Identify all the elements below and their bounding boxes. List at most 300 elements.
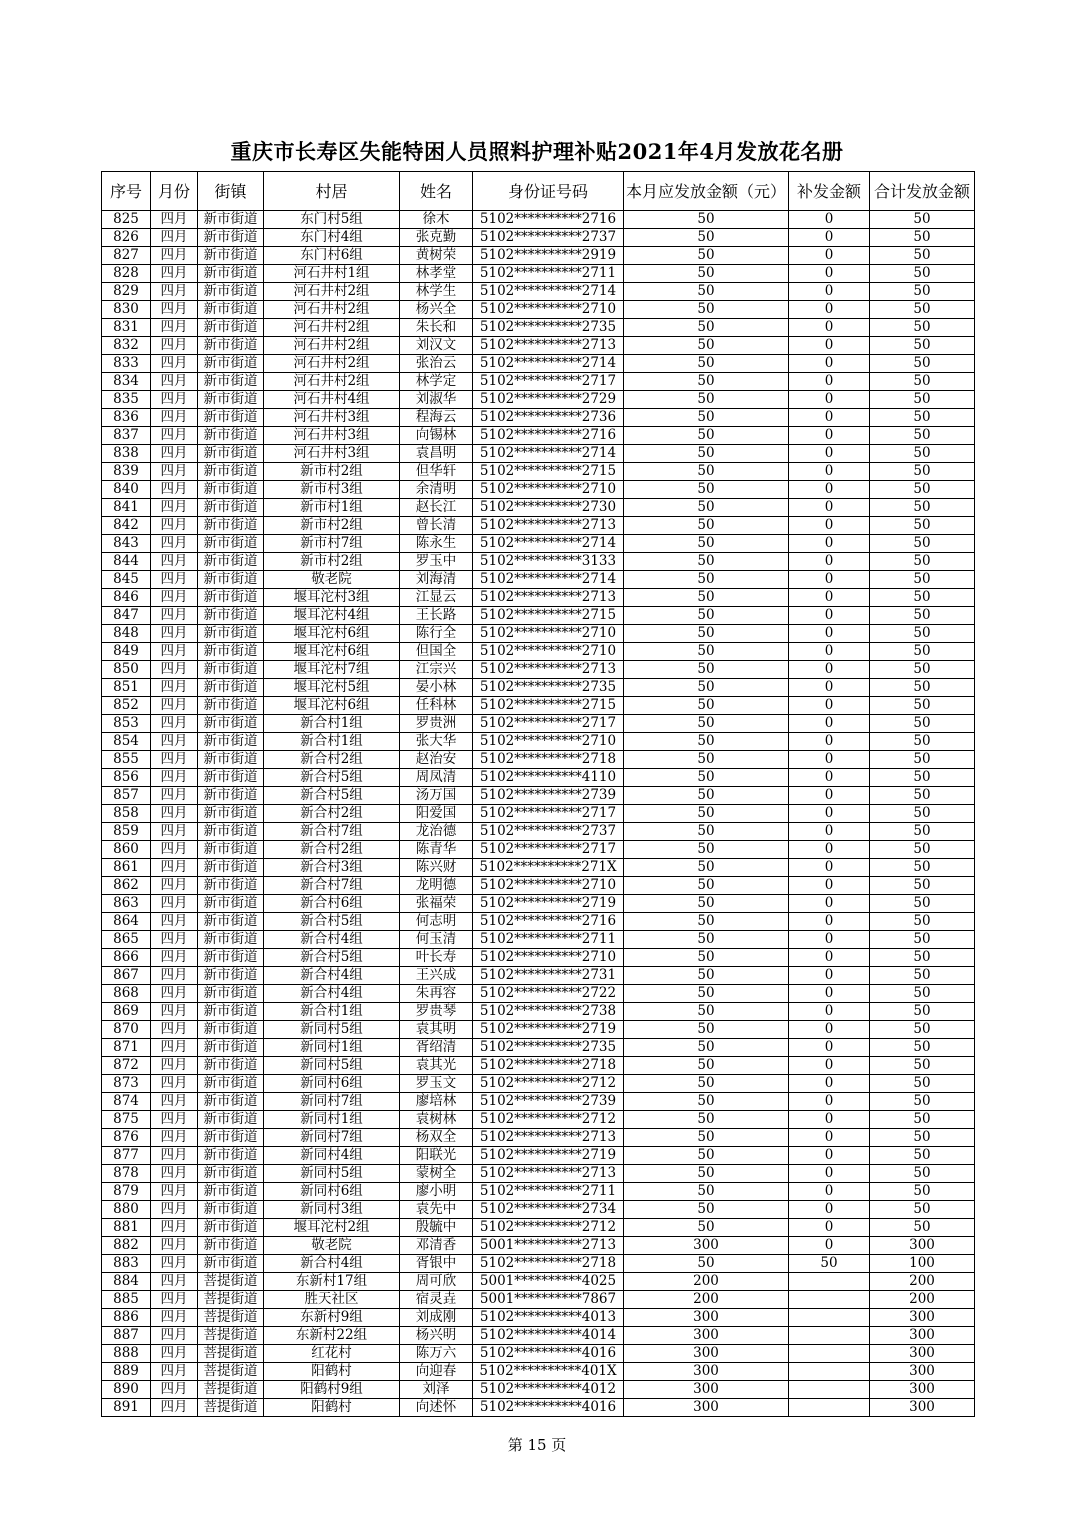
table-cell: 857	[102, 787, 151, 805]
table-cell: 0	[789, 985, 870, 1003]
table-cell: 300	[624, 1381, 789, 1399]
table-cell: 新市街道	[198, 1075, 264, 1093]
table-cell: 四月	[151, 661, 198, 679]
table-row	[102, 1201, 975, 1219]
table-cell: 0	[789, 877, 870, 895]
table-cell: 50	[624, 787, 789, 805]
table-row	[102, 1237, 975, 1255]
table-cell: 5102**********4013	[473, 1309, 624, 1327]
table-cell: 程海云	[400, 409, 473, 427]
table-cell: 新合村5组	[264, 787, 400, 805]
table-cell: 新市街道	[198, 1057, 264, 1075]
table-cell: 新市街道	[198, 1111, 264, 1129]
table-cell: 50	[870, 733, 975, 751]
table-cell: 50	[870, 931, 975, 949]
table-cell: 50	[870, 463, 975, 481]
table-cell: 新市村2组	[264, 553, 400, 571]
table-cell: 东门村4组	[264, 229, 400, 247]
table-cell: 50	[624, 805, 789, 823]
table-cell: 四月	[151, 1291, 198, 1309]
table-cell: 四月	[151, 985, 198, 1003]
table-cell: 阳联光	[400, 1147, 473, 1165]
table-cell: 敬老院	[264, 571, 400, 589]
table-cell: 50	[624, 949, 789, 967]
table-cell: 0	[789, 1021, 870, 1039]
table-row	[102, 661, 975, 679]
table-cell: 新市街道	[198, 589, 264, 607]
table-cell: 新同村7组	[264, 1129, 400, 1147]
table-cell: 林孝堂	[400, 265, 473, 283]
table-cell: 新市村2组	[264, 517, 400, 535]
table-cell: 50	[870, 1165, 975, 1183]
table-cell: 0	[789, 895, 870, 913]
table-cell: 50	[624, 895, 789, 913]
table-row	[102, 715, 975, 733]
table-cell: 5102**********2722	[473, 985, 624, 1003]
table-cell: 888	[102, 1345, 151, 1363]
table-cell: 50	[870, 1147, 975, 1165]
table-cell: 50	[870, 481, 975, 499]
table-cell: 东门村6组	[264, 247, 400, 265]
table-cell: 堰耳沱村7组	[264, 661, 400, 679]
table-cell: 四月	[151, 1039, 198, 1057]
table-cell: 50	[870, 841, 975, 859]
table-cell: 四月	[151, 499, 198, 517]
table-cell: 50	[624, 247, 789, 265]
table-cell: 新同村1组	[264, 1039, 400, 1057]
table-cell: 河石井村2组	[264, 373, 400, 391]
table-cell: 847	[102, 607, 151, 625]
table-cell: 50	[624, 337, 789, 355]
table-cell: 新市街道	[198, 553, 264, 571]
table-cell: 50	[624, 967, 789, 985]
table-cell: 50	[624, 427, 789, 445]
table-cell: 5102**********2715	[473, 607, 624, 625]
table-row	[102, 751, 975, 769]
table-cell: 袁树林	[400, 1111, 473, 1129]
table-cell: 袁其光	[400, 1057, 473, 1075]
table-cell: 但华轩	[400, 463, 473, 481]
table-cell: 0	[789, 1075, 870, 1093]
table-cell: 新市街道	[198, 301, 264, 319]
column-header: 合计发放金额	[870, 172, 975, 211]
table-cell: 四月	[151, 1345, 198, 1363]
table-cell: 新同村6组	[264, 1075, 400, 1093]
table-cell: 50	[870, 877, 975, 895]
table-cell: 5102**********2737	[473, 229, 624, 247]
table-cell: 0	[789, 265, 870, 283]
table-cell: 四月	[151, 283, 198, 301]
table-cell: 886	[102, 1309, 151, 1327]
table-row	[102, 1165, 975, 1183]
table-cell: 新市街道	[198, 985, 264, 1003]
table-cell: 河石井村1组	[264, 265, 400, 283]
table-cell: 0	[789, 823, 870, 841]
table-cell: 四月	[151, 553, 198, 571]
table-cell: 四月	[151, 445, 198, 463]
table-cell: 50	[870, 607, 975, 625]
table-cell: 832	[102, 337, 151, 355]
table-cell: 5102**********2713	[473, 337, 624, 355]
table-cell: 0	[789, 1201, 870, 1219]
table-cell: 300	[624, 1363, 789, 1381]
table-cell: 0	[789, 247, 870, 265]
table-cell: 50	[870, 1075, 975, 1093]
table-cell: 867	[102, 967, 151, 985]
table-row	[102, 1129, 975, 1147]
table-cell: 龙治德	[400, 823, 473, 841]
table-cell: 新市村7组	[264, 535, 400, 553]
table-cell: 50	[624, 913, 789, 931]
table-row	[102, 1111, 975, 1129]
table-cell: 新同村1组	[264, 1111, 400, 1129]
table-cell: 林学生	[400, 283, 473, 301]
table-cell: 河石井村2组	[264, 355, 400, 373]
table-cell: 江宗兴	[400, 661, 473, 679]
table-cell: 四月	[151, 895, 198, 913]
table-cell: 新市街道	[198, 661, 264, 679]
table-cell: 四月	[151, 1129, 198, 1147]
table-cell: 0	[789, 427, 870, 445]
table-cell: 50	[870, 985, 975, 1003]
table-cell: 881	[102, 1219, 151, 1237]
table-cell: 5102**********2710	[473, 877, 624, 895]
table-row	[102, 211, 975, 229]
table-cell: 新同村4组	[264, 1147, 400, 1165]
table-cell: 新市村2组	[264, 463, 400, 481]
table-cell: 刘汉文	[400, 337, 473, 355]
table-cell: 5102**********2719	[473, 895, 624, 913]
table-row	[102, 265, 975, 283]
table-cell: 50	[870, 697, 975, 715]
table-cell: 100	[870, 1255, 975, 1273]
table-cell: 5102**********2715	[473, 697, 624, 715]
table-cell: 0	[789, 1111, 870, 1129]
table-cell: 新市街道	[198, 751, 264, 769]
table-row	[102, 1093, 975, 1111]
table-cell: 300	[624, 1345, 789, 1363]
table-cell: 四月	[151, 1165, 198, 1183]
table-cell: 徐木	[400, 211, 473, 229]
table-cell: 四月	[151, 427, 198, 445]
table-cell	[789, 1399, 870, 1417]
table-cell: 四月	[151, 715, 198, 733]
table-cell: 50	[624, 733, 789, 751]
table-cell: 新市街道	[198, 607, 264, 625]
table-cell: 877	[102, 1147, 151, 1165]
table-cell: 新同村5组	[264, 1021, 400, 1039]
table-cell: 50	[624, 643, 789, 661]
table-cell: 陈永生	[400, 535, 473, 553]
table-header-row	[102, 172, 975, 211]
table-cell: 0	[789, 1129, 870, 1147]
table-cell: 50	[870, 229, 975, 247]
table-cell: 0	[789, 337, 870, 355]
table-cell: 新合村1组	[264, 715, 400, 733]
table-cell: 0	[789, 481, 870, 499]
table-row	[102, 301, 975, 319]
table-cell: 50	[870, 769, 975, 787]
table-cell: 阳鹤村9组	[264, 1381, 400, 1399]
table-cell: 845	[102, 571, 151, 589]
table-cell: 0	[789, 589, 870, 607]
table-cell: 883	[102, 1255, 151, 1273]
table-cell: 50	[870, 409, 975, 427]
table-cell: 50	[870, 265, 975, 283]
table-cell: 0	[789, 967, 870, 985]
table-row	[102, 427, 975, 445]
table-row	[102, 283, 975, 301]
table-cell: 50	[870, 787, 975, 805]
table-cell: 5102**********3133	[473, 553, 624, 571]
table-cell: 新合村1组	[264, 1003, 400, 1021]
table-cell: 5102**********2919	[473, 247, 624, 265]
table-cell: 四月	[151, 697, 198, 715]
table-cell: 河石井村4组	[264, 391, 400, 409]
table-cell: 837	[102, 427, 151, 445]
table-cell: 831	[102, 319, 151, 337]
table-cell: 862	[102, 877, 151, 895]
table-cell: 50	[870, 661, 975, 679]
table-cell: 828	[102, 265, 151, 283]
page-number: 第 15 页	[507, 1436, 567, 1454]
table-cell: 向述怀	[400, 1399, 473, 1417]
table-cell: 四月	[151, 229, 198, 247]
table-cell: 0	[789, 1003, 870, 1021]
table-cell: 50	[624, 301, 789, 319]
table-cell: 四月	[151, 373, 198, 391]
table-cell	[789, 1273, 870, 1291]
table-cell: 黄树荣	[400, 247, 473, 265]
table-cell: 四月	[151, 1399, 198, 1417]
table-cell: 四月	[151, 535, 198, 553]
table-row	[102, 535, 975, 553]
table-cell: 50	[870, 445, 975, 463]
table-cell: 50	[624, 589, 789, 607]
table-cell: 新市街道	[198, 211, 264, 229]
table-cell: 827	[102, 247, 151, 265]
table-cell: 848	[102, 625, 151, 643]
table-cell: 任科林	[400, 697, 473, 715]
table-row	[102, 823, 975, 841]
column-header: 月份	[151, 172, 198, 211]
table-row	[102, 373, 975, 391]
table-cell: 阳爱国	[400, 805, 473, 823]
table-cell: 5102**********2718	[473, 751, 624, 769]
table-cell: 新市街道	[198, 679, 264, 697]
table-cell: 叶长寿	[400, 949, 473, 967]
table-cell: 0	[789, 1183, 870, 1201]
table-cell: 东门村5组	[264, 211, 400, 229]
table-row	[102, 1327, 975, 1345]
table-cell: 新合村7组	[264, 823, 400, 841]
table-cell: 50	[870, 535, 975, 553]
table-cell: 新合村2组	[264, 841, 400, 859]
table-cell: 5102**********2716	[473, 211, 624, 229]
table-cell: 朱再容	[400, 985, 473, 1003]
table-row	[102, 841, 975, 859]
table-cell: 四月	[151, 1201, 198, 1219]
table-cell: 50	[870, 895, 975, 913]
table-cell: 5102**********2714	[473, 535, 624, 553]
table-cell: 50	[870, 589, 975, 607]
column-header: 序号	[102, 172, 151, 211]
table-cell: 四月	[151, 211, 198, 229]
table-cell: 新市街道	[198, 1021, 264, 1039]
table-cell: 四月	[151, 589, 198, 607]
table-cell: 50	[624, 1003, 789, 1021]
table-cell: 新同村7组	[264, 1093, 400, 1111]
table-cell: 四月	[151, 751, 198, 769]
table-cell: 842	[102, 517, 151, 535]
table-cell: 5102**********2711	[473, 931, 624, 949]
table-cell: 0	[789, 1165, 870, 1183]
table-cell: 殷毓中	[400, 1219, 473, 1237]
table-cell: 854	[102, 733, 151, 751]
table-cell: 新合村4组	[264, 967, 400, 985]
table-cell: 东新村9组	[264, 1309, 400, 1327]
table-cell: 50	[870, 1093, 975, 1111]
table-cell: 新市村1组	[264, 499, 400, 517]
table-cell: 50	[624, 1147, 789, 1165]
table-cell: 50	[624, 373, 789, 391]
table-row	[102, 1273, 975, 1291]
table-row	[102, 499, 975, 517]
table-cell: 四月	[151, 1309, 198, 1327]
table-cell: 张福荣	[400, 895, 473, 913]
table-cell: 826	[102, 229, 151, 247]
table-cell: 菩提街道	[198, 1399, 264, 1417]
table-cell: 新市街道	[198, 715, 264, 733]
table-cell: 四月	[151, 571, 198, 589]
table-cell: 四月	[151, 1327, 198, 1345]
table-body	[102, 211, 975, 1417]
table-row	[102, 553, 975, 571]
table-cell: 罗玉文	[400, 1075, 473, 1093]
table-cell: 50	[624, 697, 789, 715]
table-cell: 堰耳沱村6组	[264, 643, 400, 661]
table-cell: 5102**********2730	[473, 499, 624, 517]
table-cell: 新合村5组	[264, 913, 400, 931]
table-cell: 871	[102, 1039, 151, 1057]
table-cell: 50	[870, 517, 975, 535]
table-cell: 0	[789, 373, 870, 391]
table-cell: 新市街道	[198, 265, 264, 283]
table-cell: 5102**********2737	[473, 823, 624, 841]
table-cell: 860	[102, 841, 151, 859]
table-cell: 陈兴财	[400, 859, 473, 877]
table-cell: 50	[624, 607, 789, 625]
table-cell: 四月	[151, 265, 198, 283]
table-cell: 864	[102, 913, 151, 931]
table-cell: 878	[102, 1165, 151, 1183]
table-row	[102, 877, 975, 895]
table-row	[102, 463, 975, 481]
table-cell: 新市街道	[198, 571, 264, 589]
table-cell: 825	[102, 211, 151, 229]
table-cell: 陈行全	[400, 625, 473, 643]
table-cell: 刘海清	[400, 571, 473, 589]
table-cell: 879	[102, 1183, 151, 1201]
table-cell: 四月	[151, 247, 198, 265]
table-cell: 新市街道	[198, 769, 264, 787]
table-cell: 50	[870, 859, 975, 877]
table-cell: 50	[624, 841, 789, 859]
table-cell: 300	[624, 1309, 789, 1327]
table-cell: 新市街道	[198, 517, 264, 535]
table-cell: 东新村22组	[264, 1327, 400, 1345]
table-row	[102, 1183, 975, 1201]
table-cell: 四月	[151, 643, 198, 661]
table-cell: 50	[624, 571, 789, 589]
table-cell: 林学定	[400, 373, 473, 391]
table-row	[102, 1255, 975, 1273]
table-cell: 陈万六	[400, 1345, 473, 1363]
table-cell: 新市街道	[198, 1147, 264, 1165]
table-cell: 四月	[151, 877, 198, 895]
table-cell: 5102**********2711	[473, 1183, 624, 1201]
table-cell: 863	[102, 895, 151, 913]
table-cell: 四月	[151, 1363, 198, 1381]
table-cell: 50	[870, 247, 975, 265]
table-cell: 四月	[151, 859, 198, 877]
table-cell: 新市街道	[198, 319, 264, 337]
table-cell: 新合村3组	[264, 859, 400, 877]
table-cell: 新市街道	[198, 391, 264, 409]
table-cell: 0	[789, 679, 870, 697]
table-cell: 四月	[151, 607, 198, 625]
table-row	[102, 985, 975, 1003]
table-cell: 5102**********2710	[473, 733, 624, 751]
table-cell: 四月	[151, 481, 198, 499]
table-cell: 5102**********2710	[473, 481, 624, 499]
table-cell: 852	[102, 697, 151, 715]
table-cell: 新合村6组	[264, 895, 400, 913]
table-cell: 河石井村2组	[264, 301, 400, 319]
table-cell: 新合村4组	[264, 985, 400, 1003]
table-cell: 菩提街道	[198, 1327, 264, 1345]
table-cell: 新市街道	[198, 859, 264, 877]
table-cell: 0	[789, 535, 870, 553]
table-cell: 胜天社区	[264, 1291, 400, 1309]
table-cell: 5102**********2739	[473, 787, 624, 805]
table-cell: 新市街道	[198, 895, 264, 913]
table-cell: 50	[870, 1021, 975, 1039]
table-cell: 罗贵琴	[400, 1003, 473, 1021]
table-cell: 5102**********2719	[473, 1021, 624, 1039]
table-cell: 50	[624, 1093, 789, 1111]
table-cell: 0	[789, 1093, 870, 1111]
table-row	[102, 679, 975, 697]
table-cell: 50	[624, 229, 789, 247]
table-cell: 843	[102, 535, 151, 553]
table-cell: 四月	[151, 1021, 198, 1039]
table-row	[102, 1291, 975, 1309]
column-header: 姓名	[400, 172, 473, 211]
table-row	[102, 1399, 975, 1417]
column-header: 身份证号码	[473, 172, 624, 211]
table-cell: 861	[102, 859, 151, 877]
table-row	[102, 517, 975, 535]
table-cell: 东新村17组	[264, 1273, 400, 1291]
table-cell: 胥银中	[400, 1255, 473, 1273]
table-cell: 834	[102, 373, 151, 391]
table-cell: 赵治安	[400, 751, 473, 769]
table-cell: 50	[870, 283, 975, 301]
table-cell: 四月	[151, 679, 198, 697]
table-cell: 新市街道	[198, 463, 264, 481]
table-cell: 833	[102, 355, 151, 373]
